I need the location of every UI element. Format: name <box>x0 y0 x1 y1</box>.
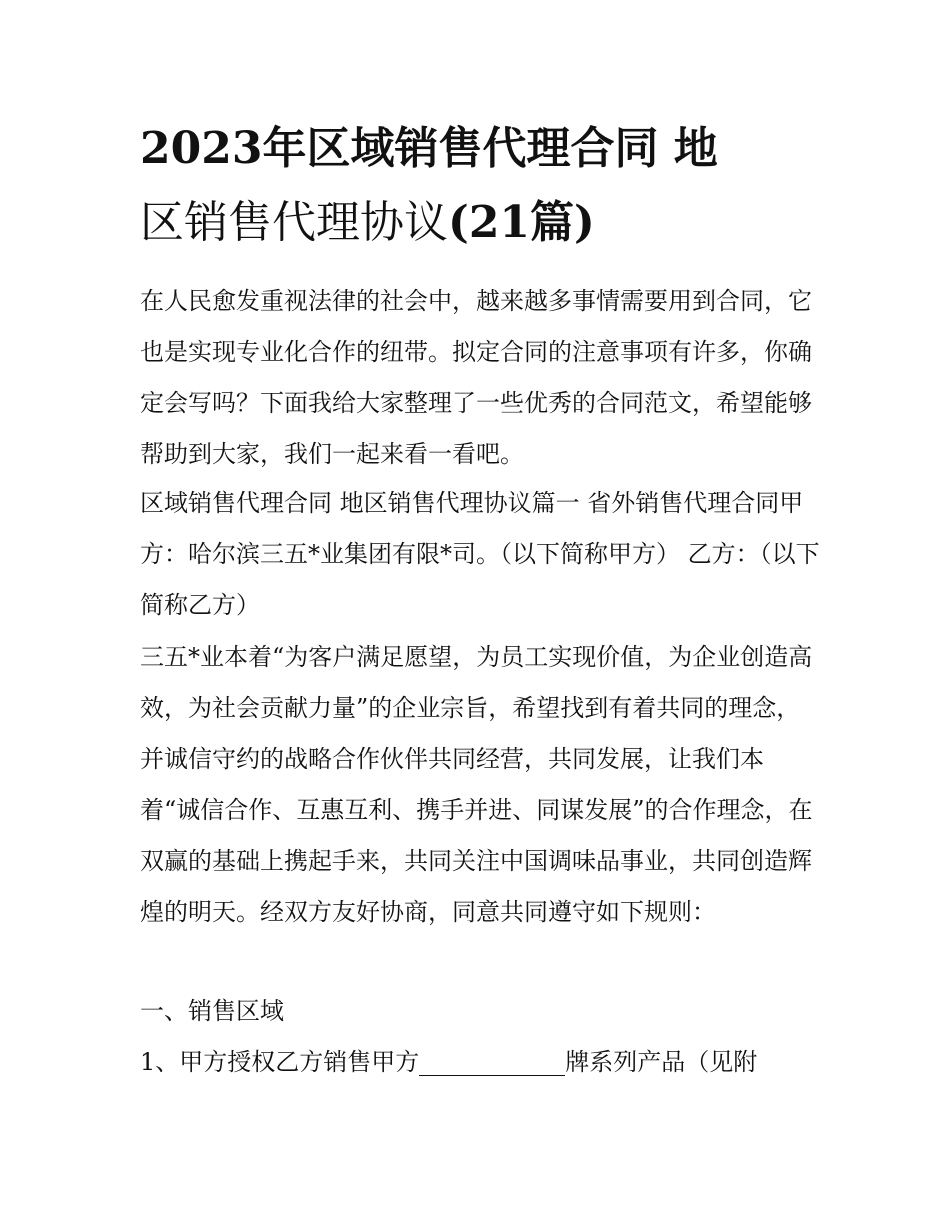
parties-paragraph: 区域销售代理合同 地区销售代理协议篇一 省外销售代理合同甲方：哈尔滨三五*业集团有限*司。（以下简称甲方） 乙方：（以下简称乙方） <box>140 489 820 619</box>
clause-1 <box>140 1037 820 1088</box>
clause-1-suffix: 牌系列产品（见附 <box>565 1048 758 1076</box>
brand-blank-line <box>419 1045 565 1076</box>
document-title <box>140 112 830 260</box>
title-line-2-text: 区销售代理协议 <box>140 197 448 248</box>
purpose-paragraph: 三五*业本着“为客户满足愿望，为员工实现价值，为企业创造高效，为社会贡献力量”的企业宗旨，希望找到有着共同的理念，并诚信守约的战略合作伙伴共同经营，共同发展，让我们本着“诚信合作、互惠互利、携手并进、同谋发展”的合作理念，在双赢的基础上携起手来，共同关注中国调味品事业，共同创造辉煌的明天。经双方友好协商，同意共同遵守如下规则： <box>140 643 813 926</box>
title-line-1: 2023年区域销售代理合同 地 <box>140 123 718 174</box>
title-line-2 <box>140 197 595 248</box>
section-heading-sales-area: 一、销售区域 <box>140 997 284 1025</box>
intro-paragraph: 在人民愈发重视法律的社会中，越来越多事情需要用到合同，它也是实现专业化合作的纽带。拟定合同的注意事项有许多，你确定会写吗？下面我给大家整理了一些优秀的合同范文，希望能够帮助到大家，我们一起来看一看吧。 <box>140 287 812 468</box>
clause-1-prefix: 1、甲方授权乙方销售甲方 <box>140 1048 420 1076</box>
title-line-2-count: (21篇) <box>448 197 595 248</box>
